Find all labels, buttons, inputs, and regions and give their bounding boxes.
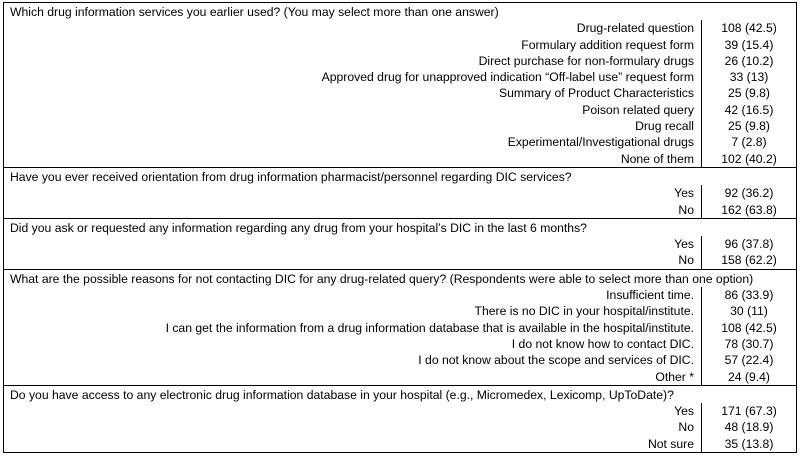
answer-count: 39 (15.4)	[701, 37, 796, 53]
answer-row	[4, 419, 796, 435]
answer-row	[4, 185, 796, 201]
answer-count: 25 (9.8)	[701, 118, 796, 134]
answer-count: 25 (9.8)	[701, 85, 796, 101]
answer-row	[4, 85, 796, 101]
answer-row	[4, 236, 796, 252]
answer-option: No	[678, 202, 694, 217]
answer-option: Yes	[674, 237, 694, 252]
question-section	[4, 167, 796, 218]
answer-row	[4, 37, 796, 53]
answer-count: 35 (13.8)	[701, 436, 796, 452]
answer-option: Yes	[674, 404, 694, 419]
question-section	[4, 3, 796, 167]
answer-count: 7 (2.8)	[701, 134, 796, 150]
answer-option: Insufficient time.	[606, 288, 694, 303]
answer-count: 86 (33.9)	[701, 287, 796, 303]
answer-count: 57 (22.4)	[701, 352, 796, 368]
answer-option: Formulary addition request form	[521, 37, 694, 52]
answer-count: 162 (63.8)	[701, 202, 796, 218]
question-section	[4, 385, 796, 452]
answer-row	[4, 134, 796, 150]
answer-row	[4, 151, 796, 167]
answer-row	[4, 118, 796, 134]
answer-count: 78 (30.7)	[701, 336, 796, 352]
answer-option: I do not know about the scope and services of DIC.	[418, 353, 694, 368]
answer-option: Other *	[655, 369, 694, 384]
answer-row	[4, 369, 796, 385]
answer-option: Yes	[674, 186, 694, 201]
answer-count: 108 (42.5)	[701, 20, 796, 36]
answer-row	[4, 53, 796, 69]
answer-option: Not sure	[647, 436, 694, 451]
answer-option: Poison related query	[582, 102, 694, 117]
question-text: Do you have access to any electronic drug information database in your hospital (e.g., Micromedex, Lexicomp, UpToDate)?	[10, 387, 674, 402]
answer-option: Direct purchase for non-formulary drugs	[478, 53, 694, 68]
answer-option: Experimental/Investigational drugs	[507, 135, 694, 150]
answer-count: 33 (13)	[701, 69, 796, 85]
answer-row	[4, 303, 796, 319]
question-section	[4, 218, 796, 269]
answer-count: 30 (11)	[701, 303, 796, 319]
answer-count: 96 (37.8)	[701, 236, 796, 252]
answer-option: Drug recall	[635, 119, 694, 134]
answer-count: 42 (16.5)	[701, 102, 796, 118]
answer-count: 92 (36.2)	[701, 185, 796, 201]
question-section	[4, 269, 796, 385]
answer-row	[4, 20, 796, 36]
answer-option: None of them	[620, 151, 694, 166]
answer-option: No	[678, 253, 694, 268]
question-text: Have you ever received orientation from drug information pharmacist/personnel regarding DIC services?	[10, 169, 572, 184]
answer-count: 158 (62.2)	[701, 252, 796, 268]
answer-row	[4, 202, 796, 218]
answer-option: I do not know how to contact DIC.	[511, 336, 694, 351]
answer-row	[4, 102, 796, 118]
answer-option: I can get the information from a drug information database that is available in the hospital/institute.	[165, 320, 694, 335]
answer-option: Summary of Product Characteristics	[498, 86, 694, 101]
question-text: Which drug information services you earlier used? (You may select more than one answer)	[10, 5, 499, 19]
question-text: What are the possible reasons for not contacting DIC for any drug-related query? (Respondents were able to select more than one option)	[10, 271, 754, 286]
answer-count: 26 (10.2)	[701, 53, 796, 69]
answer-count: 171 (67.3)	[701, 403, 796, 419]
answer-row	[4, 252, 796, 268]
answer-row	[4, 352, 796, 368]
answer-count: 48 (18.9)	[701, 419, 796, 435]
answer-count: 102 (40.2)	[701, 151, 796, 167]
answer-row	[4, 69, 796, 85]
answer-row	[4, 436, 796, 452]
answer-row	[4, 320, 796, 336]
answer-row	[4, 336, 796, 352]
answer-option: Drug-related question	[576, 21, 694, 36]
answer-count: 108 (42.5)	[701, 320, 796, 336]
answer-row	[4, 403, 796, 419]
answer-option: No	[678, 420, 694, 435]
answer-row	[4, 287, 796, 303]
survey-table	[3, 2, 797, 453]
question-text: Did you ask or requested any information regarding any drug from your hospital’s DIC in the last 6 months?	[10, 220, 587, 235]
answer-count: 24 (9.4)	[701, 369, 796, 385]
answer-option: There is no DIC in your hospital/institute.	[474, 304, 694, 319]
answer-option: Approved drug for unapproved indication “Off-label use” request form	[321, 70, 694, 85]
